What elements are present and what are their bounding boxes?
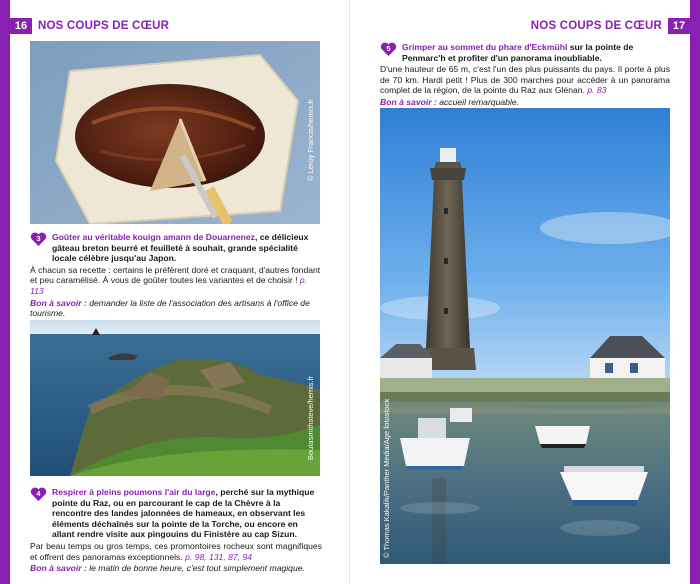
tip-text: demander la liste de l'association des artisans à l'office de tourisme. (30, 297, 310, 319)
entry-title-highlight: Grimper au sommet du phare d'Eckmühl (402, 42, 568, 52)
heart-badge-icon: 5 (380, 42, 397, 57)
entry-title-highlight: Goûter au véritable kouign amann de Douarnenez (52, 232, 255, 242)
entry-body: D'une hauteur de 65 m, c'est l'un des plus puissants du pays. Il porte à plus de 70 km. Hardi petit ! Plus de 300 marches pour accéder à un panorama complet de la région, de la pointe du Raz aux Glénan. (380, 64, 670, 96)
entry-body: À chacun sa recette : certains le préfèrent doré et craquant, d'autres fondant et peu caramélisé. À vous de goûter toutes les variantes et de choisir ! (30, 264, 321, 286)
left-page-edge (0, 0, 10, 584)
heart-badge-icon: 3 (30, 232, 47, 247)
page-number-left: 16 (10, 18, 32, 34)
entry-title-rest: , ce délicieux gâteau breton beurré et feuilleté à souhait, grande spécialité locale célèbre jusqu'au Japon. (52, 232, 309, 264)
running-head-right: NOS COUPS DE CŒUR (530, 20, 662, 32)
page-number-right: 17 (668, 18, 690, 34)
running-head-left: NOS COUPS DE CŒUR (38, 20, 170, 32)
photo-kouign-amann (30, 41, 320, 224)
entry-pointe-du-raz (30, 487, 322, 574)
page-reference: p. 83 (587, 85, 607, 96)
entry-title-rest: , perché sur la mythique pointe du Raz, ou en parcourant le cap de la Chèvre à la rencontre des landes jalonnées de hameaux, en observant les éléments déchaînés sur la pointe de la Torche, ou encore en allant rendre visite aux pingouins du Finistère au cap Sizun. (52, 487, 315, 540)
entry-title-rest: sur la pointe de Penmarc'h et profiter d'un panorama inoubliable. (402, 42, 634, 63)
photo-credit-3: © Thomas Kakalik/Panther Media/Age fotostock (382, 398, 391, 558)
tip-text: le matin de bonne heure, c'est tout simplement magique. (86, 563, 305, 574)
tip-text: accueil remarquable. (436, 96, 520, 107)
photo-credit-1: © Leroy Francis/hemis.fr (306, 99, 315, 181)
tip-label: Bon à savoir : (30, 563, 87, 574)
entry-body: Par beau temps ou gros temps, ces promontoires rocheux sont magnifiques et offrent des panoramas exceptionnels. (30, 540, 322, 562)
photo-credit-2: Boutasmithsteve/hemis.fr (306, 375, 315, 460)
entry-phare-eckmuhl (380, 42, 670, 108)
page-reference: p. 113 (30, 275, 308, 296)
heart-badge-icon: 4 (30, 487, 47, 502)
tip-label: Bon à savoir : (380, 96, 437, 107)
entry-title-highlight: Respirer à pleins poumons l'air du large (52, 487, 216, 497)
entry-kouign-amann (30, 232, 322, 319)
page-reference: p. 98, 131, 87, 94 (185, 551, 253, 562)
photo-phare-eckmuhl (380, 108, 670, 564)
right-page-edge (690, 0, 700, 584)
page-gutter (349, 0, 350, 584)
tip-label: Bon à savoir : (30, 297, 87, 308)
photo-pointe-du-raz (30, 320, 320, 476)
